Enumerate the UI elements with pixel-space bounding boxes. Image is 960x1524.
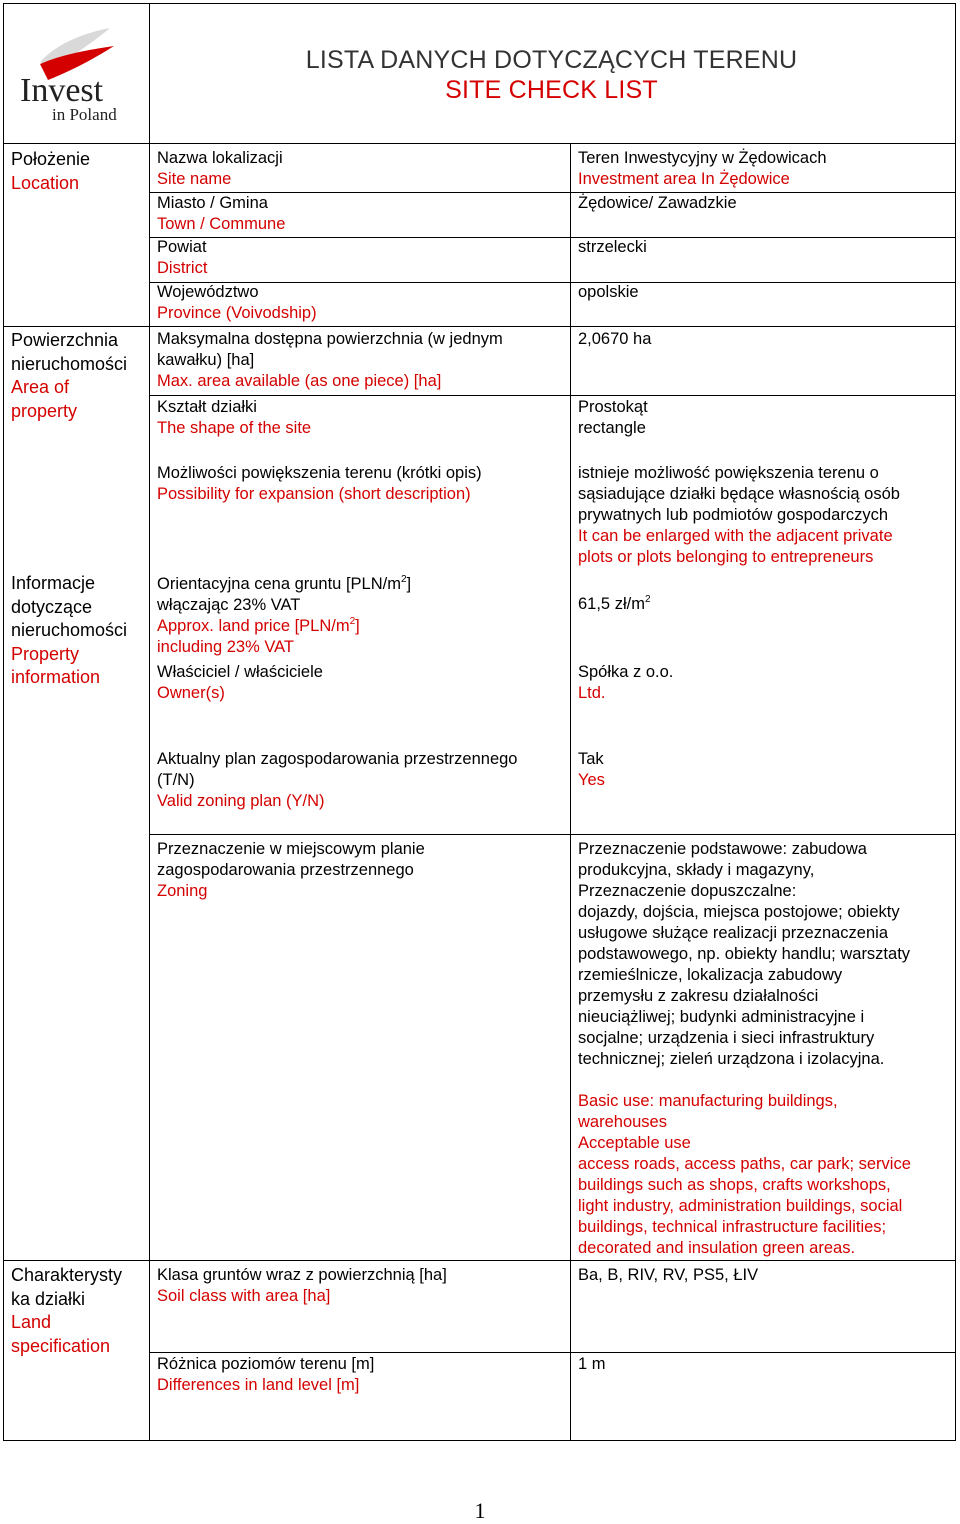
divider [3, 326, 149, 327]
label-town: Miasto / Gmina Town / Commune [157, 194, 286, 233]
value-shape: Prostokąt rectangle [578, 398, 648, 437]
label-expansion: Możliwości powiększenia terenu (krótki opis) Possibility for expansion (short description) [157, 464, 482, 503]
value-owner: Spółka z o.o. Ltd. [578, 663, 674, 702]
value-max-area: 2,0670 ha [578, 330, 652, 348]
value-district: strzelecki [578, 238, 647, 256]
label-max-area: Maksymalna dostępna powierzchnia (w jednym kawałku) [ha] Max. area available (as one piece) [ha] [157, 330, 503, 390]
section-location: Położenie Location [11, 149, 91, 193]
label-province: Województwo Province (Voivodship) [157, 283, 317, 322]
value-site-name: Teren Inwestycyjny w Żędowicach Investment area In Żędowice [578, 149, 827, 188]
page-number: 1 [474, 1498, 486, 1523]
divider [149, 1352, 956, 1353]
value-province: opolskie [578, 283, 639, 301]
label-shape: Kształt działki The shape of the site [157, 398, 312, 437]
value-level: 1 m [578, 1355, 606, 1373]
value-expansion: istnieje możliwość powiększenia terenu o sąsiadujące działki będące własnością osób prywatnych lub podmiotów gospodarczych It can be enlarged with the adjacent private plots or plots belonging to entrepreneurs [578, 464, 900, 566]
label-zoning-plan: Aktualny plan zagospodarowania przestrzennego (T/N) Valid zoning plan (Y/N) [157, 750, 518, 810]
value-soil: Ba, B, RIV, RV, PS5, ŁIV [578, 1266, 759, 1284]
page-title: LISTA DANYCH DOTYCZĄCYCH TERENU [305, 46, 798, 74]
section-property-info: Informacje dotyczące nieruchomości Property information [11, 573, 128, 687]
value-zoning-en: Basic use: manufacturing buildings, warehouses Acceptable use access roads, access paths, car park; service buildings such as shops, crafts workshops, light industry, administration buildings, social buildings, technical infrastructure facilities; decorated and insulation green areas. [578, 1092, 911, 1257]
value-zoning-pl: Przeznaczenie podstawowe: zabudowa produkcyjna, składy i magazyny, Przeznaczenie dopuszczalne: dojazdy, dojścia, miejsca postojowe; obiekty usługowe służące realizacji przeznaczenia podstawowego, np. obiekty handlu; warsztaty rzemieślnicze, lokalizacja zabudowy przemysłu z zakresu działalności nieuciążliwej; budynki administracyjne i socjalne; urządzenia i sieci infrastruktury technicznej; zieleń urządzona i izolacyjna. [578, 840, 911, 1068]
divider [3, 1260, 956, 1261]
label-level: Różnica poziomów terenu [m] Differences in land level [m] [157, 1355, 375, 1394]
invest-in-poland-logo [18, 24, 138, 126]
value-zoning-plan: Tak Yes [578, 750, 605, 789]
divider [149, 326, 956, 327]
value-price: 61,5 $zł/m^2$ [578, 593, 651, 613]
page-subtitle: SITE CHECK LIST [445, 76, 658, 104]
divider [3, 143, 956, 144]
section-area: Powierzchnia nieruchomości Area of property [11, 330, 128, 421]
label-soil: Klasa gruntów wraz z powierzchnią [ha] Soil class with area [ha] [157, 1266, 447, 1305]
divider [570, 143, 571, 1441]
logo-text: Invest [20, 72, 104, 109]
label-site-name: Nazwa lokalizacji Site name [157, 149, 283, 188]
label-district: Powiat District [157, 238, 208, 277]
divider [149, 237, 956, 238]
divider [149, 834, 956, 835]
logo-subtext: in Poland [52, 105, 117, 124]
divider [149, 395, 956, 396]
section-land-spec: Charakterysty ka działki Land specification [11, 1265, 123, 1356]
value-town: Żędowice/ Zawadzkie [578, 194, 737, 212]
label-owner: Właściciel / właściciele Owner(s) [157, 663, 323, 702]
label-price: Orientacyjna cena gruntu $[PLN/m^2]$ włączając 23% VAT Approx. land price $[PLN/m^2]$ including 23% VAT [157, 573, 412, 656]
label-zoning: Przeznaczenie w miejscowym planie zagospodarowania przestrzennego Zoning [157, 840, 425, 900]
divider [149, 3, 150, 1441]
